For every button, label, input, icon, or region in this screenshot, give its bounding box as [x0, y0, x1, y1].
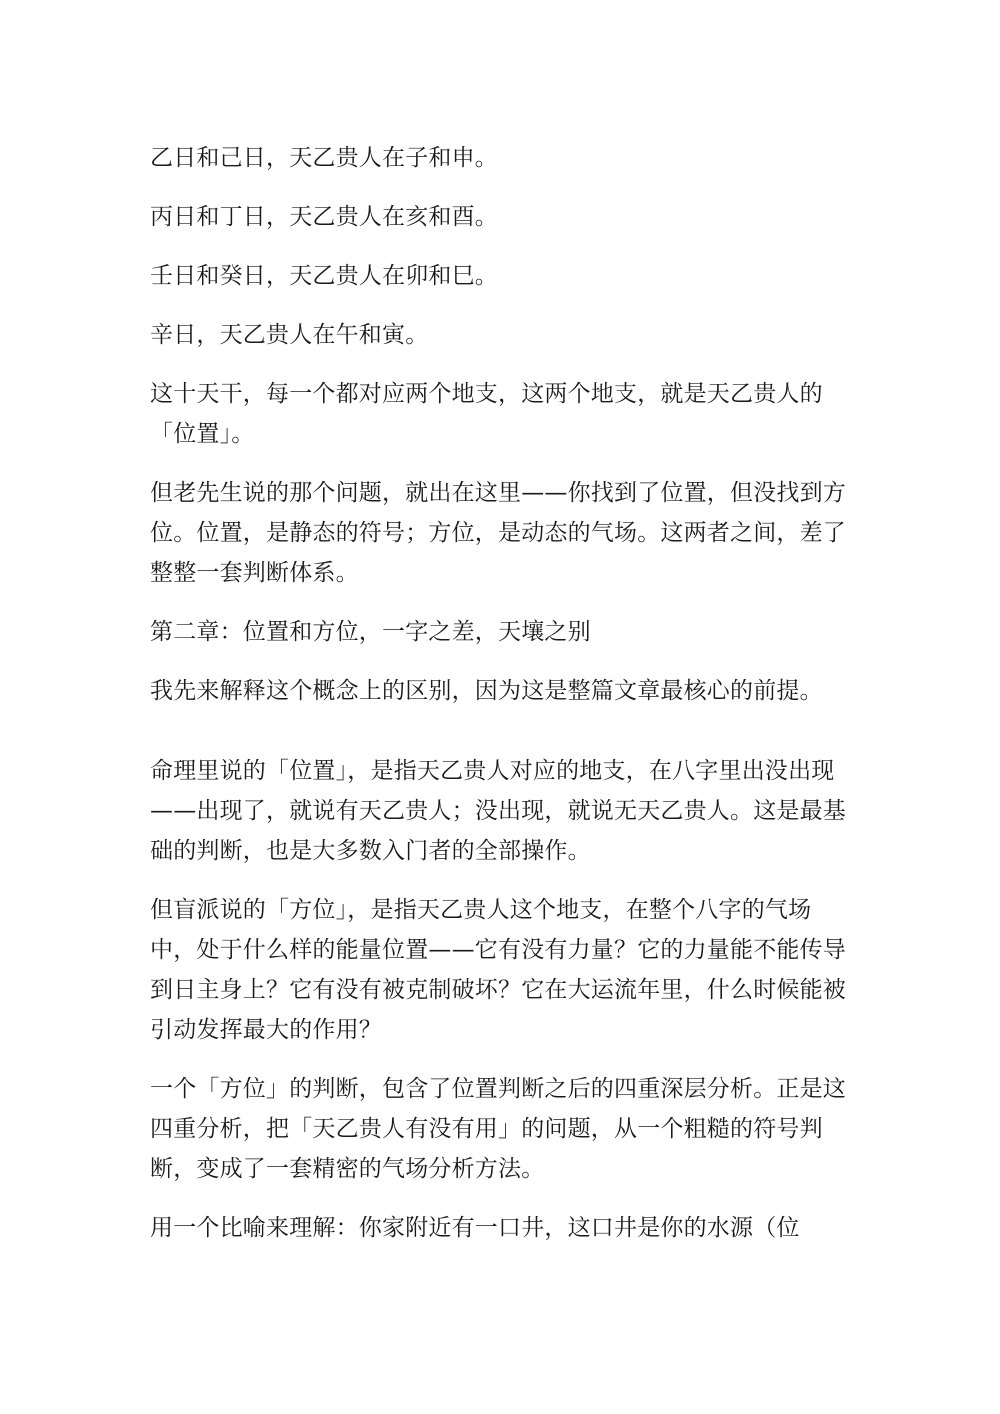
paragraph: 但老先生说的那个问题，就出在这里——你找到了位置，但没找到方位。位置，是静态的符号；方位，是动态的气场。这两者之间，差了整整一套判断体系。 [150, 480, 846, 586]
paragraph: 用一个比喻来理解：你家附近有一口井，这口井是你的水源（位 [150, 1215, 800, 1241]
paragraph: 辛日，天乙贵人在午和寅。 [150, 322, 429, 348]
paragraph: 命理里说的「位置」，是指天乙贵人对应的地支，在八字里出没出现——出现了，就说有天乙贵人；没出现，就说无天乙贵人。这是最基础的判断，也是大多数入门者的全部操作。 [150, 758, 846, 864]
chapter-heading: 第二章：位置和方位，一字之差，天壤之别 [150, 619, 591, 645]
paragraph: 乙日和己日，天乙贵人在子和申。 [150, 145, 498, 171]
paragraph: 我先来解释这个概念上的区别，因为这是整篇文章最核心的前提。 [150, 678, 823, 704]
paragraph: 丙日和丁日，天乙贵人在亥和酉。 [150, 204, 498, 230]
paragraph: 但盲派说的「方位」，是指天乙贵人这个地支，在整个八字的气场中，处于什么样的能量位置——它有没有力量？它的力量能不能传导到日主身上？它有没有被克制破坏？它在大运流年里，什么时候能被引动发挥最大的作用？ [150, 897, 846, 1043]
paragraph: 壬日和癸日，天乙贵人在卯和巳。 [150, 263, 498, 289]
paragraph: 一个「方位」的判断，包含了位置判断之后的四重深层分析。正是这四重分析，把「天乙贵人有没有用」的问题，从一个粗糙的符号判断，变成了一套精密的气场分析方法。 [150, 1076, 846, 1182]
paragraph: 这十天干，每一个都对应两个地支，这两个地支，就是天乙贵人的「位置」。 [150, 381, 823, 447]
